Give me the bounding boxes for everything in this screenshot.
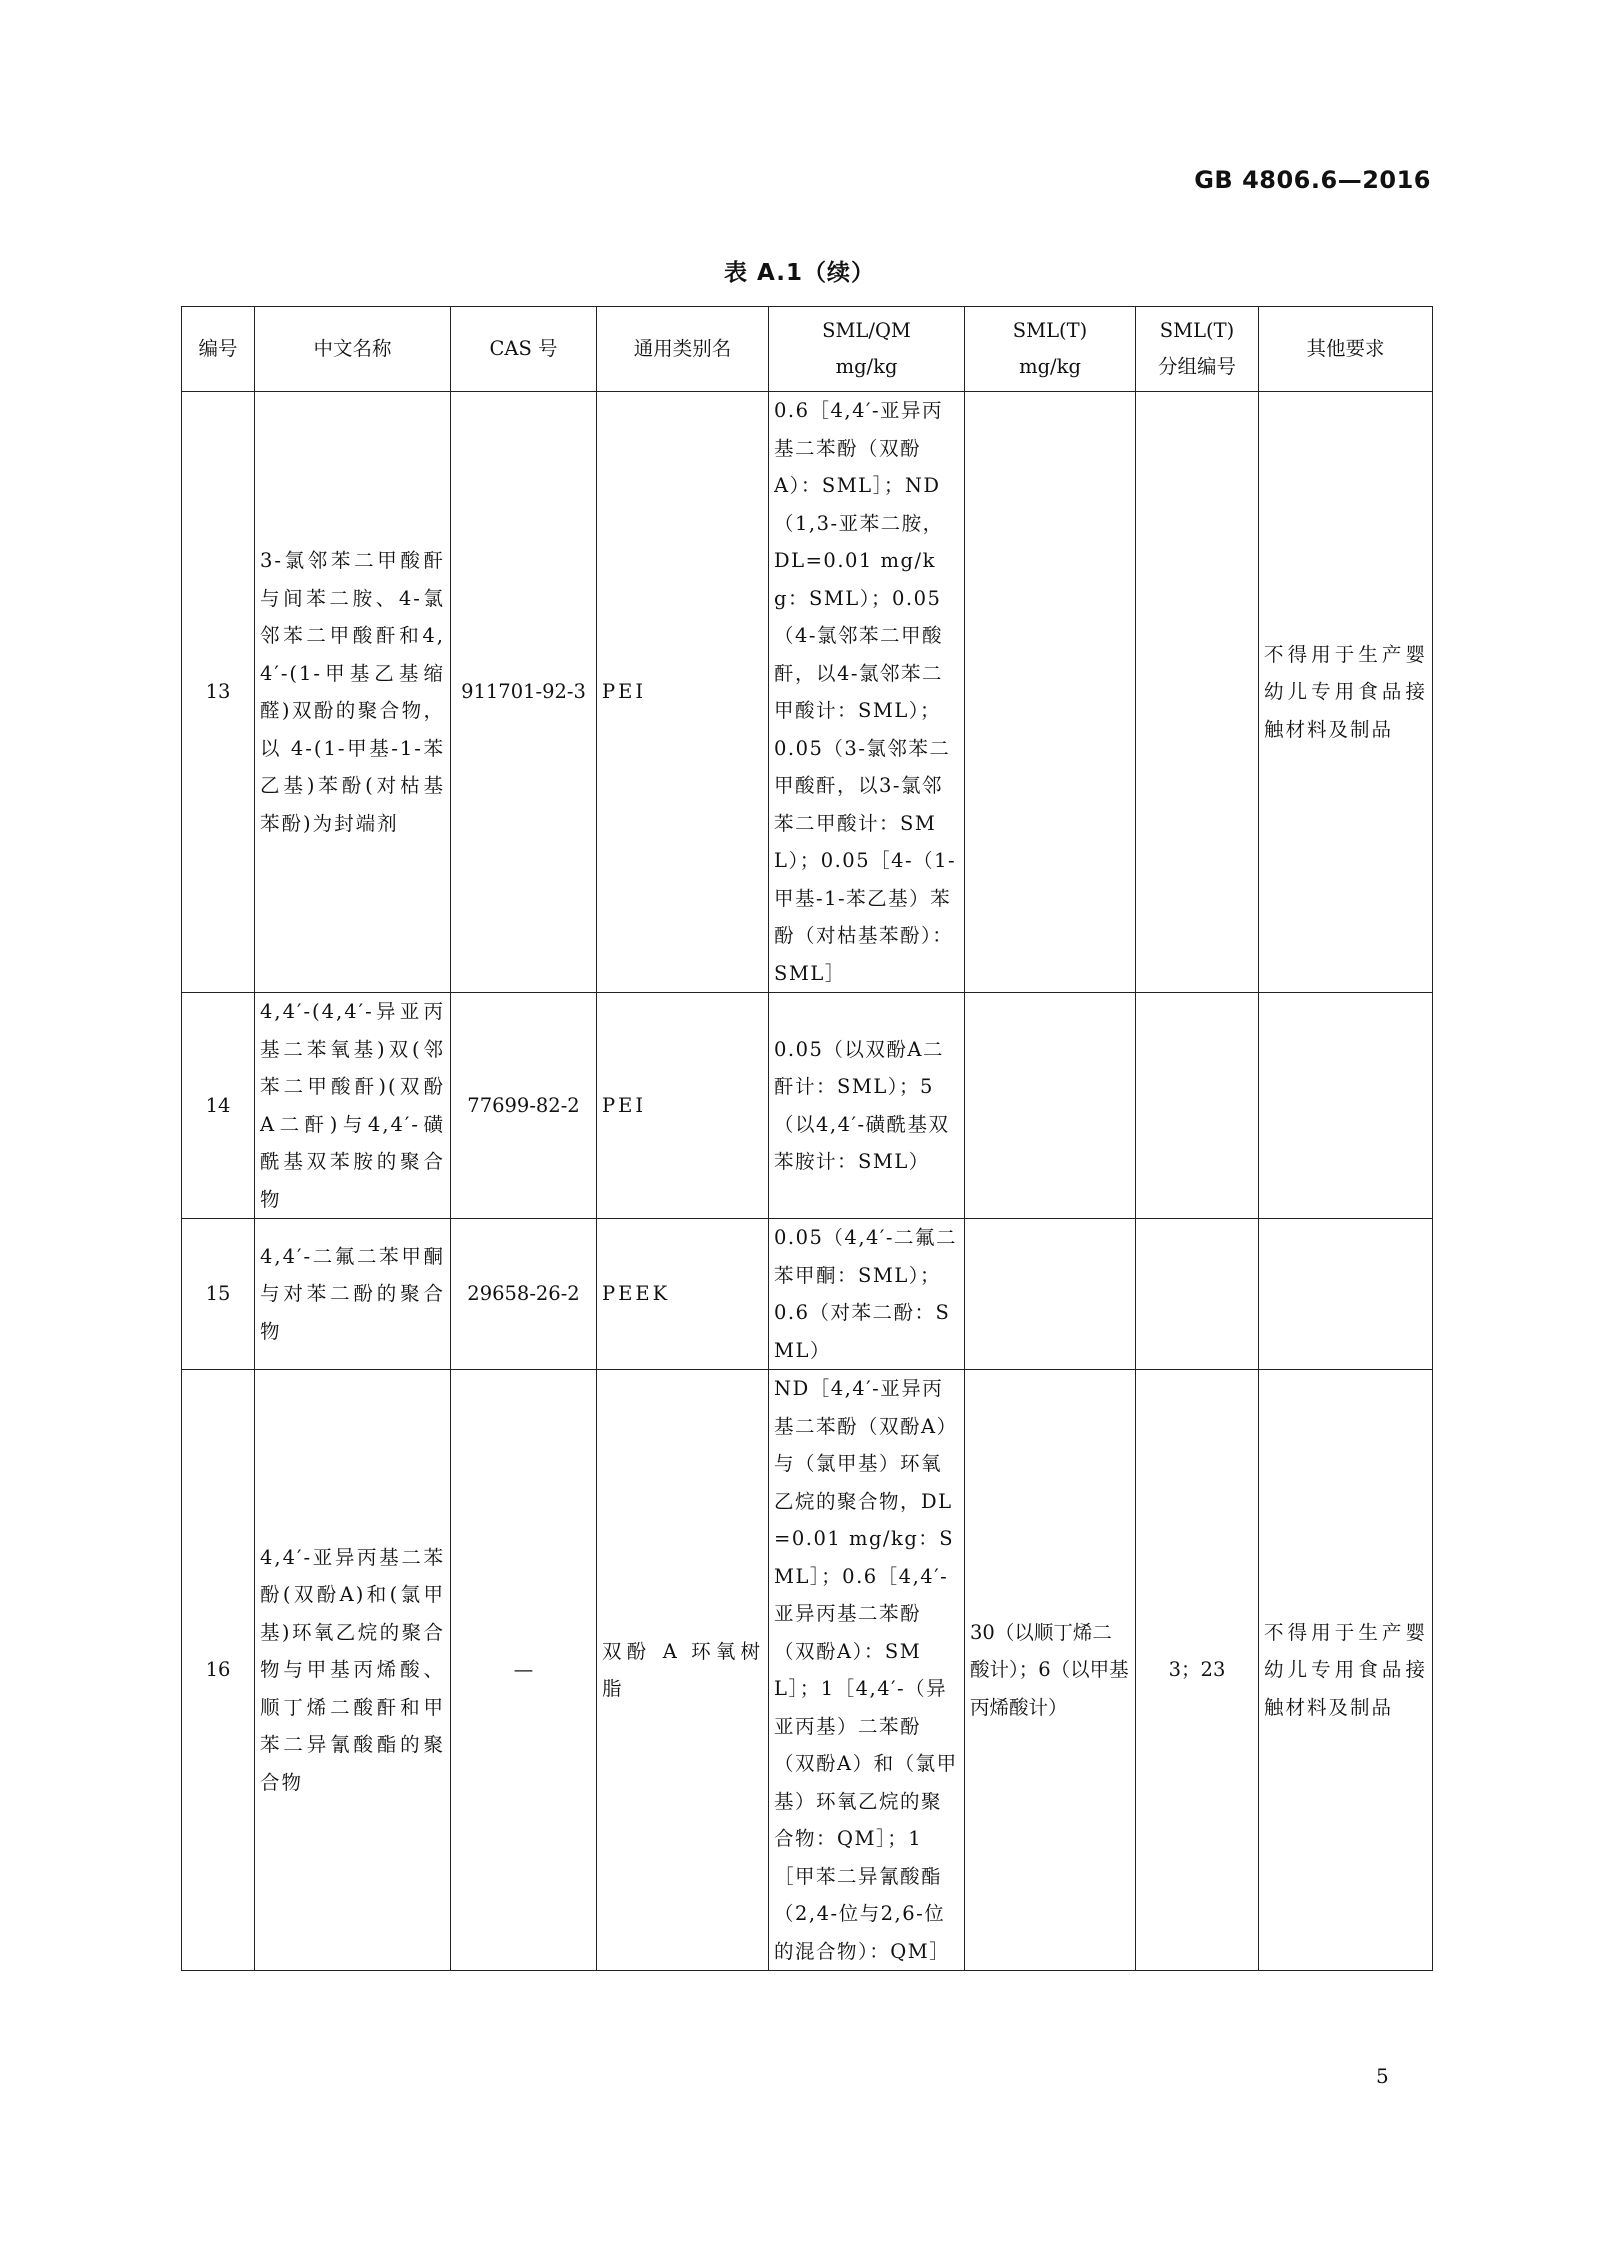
table-caption: 表 A.1（续） bbox=[724, 260, 875, 286]
cell-number: 16 bbox=[182, 1370, 255, 1971]
cell-other-requirements bbox=[1259, 993, 1433, 1219]
column-header-sml-qm: SML/QM mg/kg bbox=[769, 307, 965, 392]
table-row bbox=[182, 392, 1433, 993]
cell-chinese-name: 4,4′-二氟二苯甲酮与对苯二酚的聚合物 bbox=[255, 1219, 451, 1370]
cell-cas: 77699-82-2 bbox=[451, 993, 597, 1219]
cell-cas: — bbox=[451, 1370, 597, 1971]
cell-sml-t-group bbox=[1136, 1219, 1259, 1370]
column-header-class-name: 通用类别名 bbox=[597, 307, 769, 392]
cell-number: 15 bbox=[182, 1219, 255, 1370]
cell-chinese-name: 4,4′-(4,4′-异亚丙基二苯氧基)双(邻苯二甲酸酐)(双酚A二酐)与4,4′-磺酰基双苯胺的聚合物 bbox=[255, 993, 451, 1219]
cell-cas: 911701-92-3 bbox=[451, 392, 597, 993]
cell-number: 14 bbox=[182, 993, 255, 1219]
table-row bbox=[182, 1370, 1433, 1971]
cell-sml-t bbox=[965, 1219, 1136, 1370]
cell-class-name: 双酚 A 环氧树脂 bbox=[597, 1370, 769, 1971]
cell-sml-qm: ND［4,4′-亚异丙基二苯酚（双酚A）与（氯甲基）环氧乙烷的聚合物，DL=0.01 mg/kg：SML］；0.6［4,4′-亚异丙基二苯酚（双酚A）：SML］；1［4,4′-（异亚丙基）二苯酚（双酚A）和（氯甲基）环氧乙烷的聚合物：QM］；1［甲苯二异氰酸酯（2,4-位与2,6-位的混合物）：QM］ bbox=[769, 1370, 965, 1971]
table-row bbox=[182, 993, 1433, 1219]
cell-number: 13 bbox=[182, 392, 255, 993]
cell-sml-t-group bbox=[1136, 993, 1259, 1219]
column-header-number: 编号 bbox=[182, 307, 255, 392]
standard-number: GB 4806.6—2016 bbox=[1194, 166, 1431, 194]
cell-sml-qm: 0.05（以双酚A二酐计：SML）；5（以4,4′-磺酰基双苯胺计：SML） bbox=[769, 993, 965, 1219]
substance-table bbox=[181, 306, 1433, 1971]
cell-other-requirements bbox=[1259, 1219, 1433, 1370]
column-header-sml-t-group: SML(T) 分组编号 bbox=[1136, 307, 1259, 392]
cell-sml-t-group bbox=[1136, 392, 1259, 993]
table-row bbox=[182, 1219, 1433, 1370]
cell-class-name: PEI bbox=[597, 993, 769, 1219]
cell-sml-t bbox=[965, 392, 1136, 993]
cell-sml-t: 30（以顺丁烯二酸计）；6（以甲基丙烯酸计） bbox=[965, 1370, 1136, 1971]
cell-other-requirements: 不得用于生产婴幼儿专用食品接触材料及制品 bbox=[1259, 392, 1433, 993]
column-header-cas: CAS 号 bbox=[451, 307, 597, 392]
column-header-sml-t: SML(T) mg/kg bbox=[965, 307, 1136, 392]
cell-other-requirements: 不得用于生产婴幼儿专用食品接触材料及制品 bbox=[1259, 1370, 1433, 1971]
page-number: 5 bbox=[1376, 2064, 1389, 2088]
column-header-other-requirements: 其他要求 bbox=[1259, 307, 1433, 392]
table-header-row bbox=[182, 307, 1433, 392]
cell-sml-qm: 0.6［4,4′-亚异丙基二苯酚（双酚A）：SML］；ND（1,3-亚苯二胺，DL=0.01 mg/kg：SML）；0.05（4-氯邻苯二甲酸酐，以4-氯邻苯二甲酸计：SML）；0.05（3-氯邻苯二甲酸酐，以3-氯邻苯二甲酸计：SML）；0.05［4-（1-甲基-1-苯乙基）苯酚（对枯基苯酚）：SML］ bbox=[769, 392, 965, 993]
cell-class-name: PEI bbox=[597, 392, 769, 993]
cell-chinese-name: 3-氯邻苯二甲酸酐与间苯二胺、4-氯邻苯二甲酸酐和4,4′-(1-甲基乙基缩醛)双酚的聚合物，以 4-(1-甲基-1-苯乙基)苯酚(对枯基苯酚)为封端剂 bbox=[255, 392, 451, 993]
cell-class-name: PEEK bbox=[597, 1219, 769, 1370]
cell-sml-t-group: 3；23 bbox=[1136, 1370, 1259, 1971]
cell-sml-qm: 0.05（4,4′-二氟二苯甲酮：SML）；0.6（对苯二酚：SML） bbox=[769, 1219, 965, 1370]
cell-chinese-name: 4,4′-亚异丙基二苯酚(双酚A)和(氯甲基)环氧乙烷的聚合物与甲基丙烯酸、顺丁烯二酸酐和甲苯二异氰酸酯的聚合物 bbox=[255, 1370, 451, 1971]
cell-sml-t bbox=[965, 993, 1136, 1219]
cell-cas: 29658-26-2 bbox=[451, 1219, 597, 1370]
column-header-chinese-name: 中文名称 bbox=[255, 307, 451, 392]
